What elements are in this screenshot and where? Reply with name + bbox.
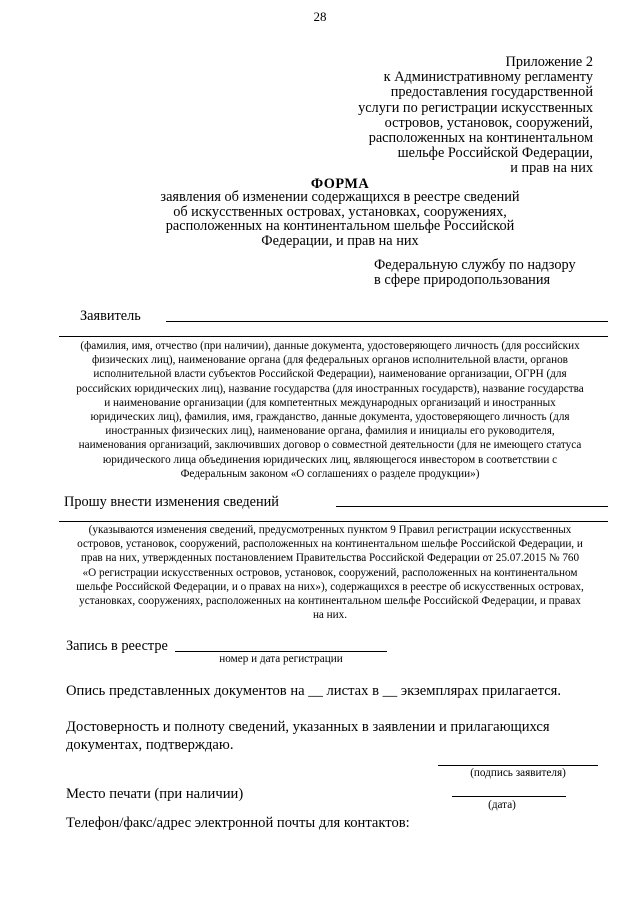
form-title: ФОРМА [310, 176, 370, 192]
appendix-line: предоставления государственной [390, 84, 593, 101]
applicant-note-line: российских юридических лиц), название государства (для иностранных государств), название государства [76, 382, 584, 395]
confirm-line: документах, подтверждаю. [66, 737, 234, 753]
form-subtitle-line: заявления об изменении содержащихся в реестре сведений [160, 189, 520, 205]
inventory-text: Опись представленных документов на __ листах в __ экземплярах прилагается. [66, 683, 562, 699]
addressee [374, 258, 576, 288]
changes-label: Прошу внести изменения сведений [64, 494, 279, 510]
signature-caption: (подпись заявителя) [470, 767, 566, 779]
page-number: 28 [313, 9, 327, 24]
applicant-label: Заявитель [80, 308, 141, 324]
form-subtitle-line: Федерации, и прав на них [261, 232, 419, 249]
changes-note-line: установках, сооружениях, расположенных на континентальном шельфе Российской Федерации, и правах [79, 595, 581, 608]
applicant-note [52, 339, 608, 481]
applicant-note-line: иностранных физических лиц), наименование органа, фамилия и инициалы его руководителя, [105, 425, 555, 438]
applicant-note-line: наименования организаций, заключивших договор о совместной деятельности (для не имеющего статуса [78, 439, 582, 452]
changes-note-line: прав на них, утвержденных постановлением Правительства Российской Федерации от 25.07.2015 № 760 [80, 552, 580, 565]
applicant-note-line: физических лиц), наименование органа (для федеральных органов исполнительной власти, органов [92, 354, 568, 367]
applicant-note-line: юридических лиц), фамилия, имя, гражданство, данные документа, удостоверяющего личность (для [90, 411, 570, 424]
registry-field[interactable] [175, 651, 387, 652]
addressee-line: в сфере природопользования [374, 272, 551, 288]
seal-label: Место печати (при наличии) [66, 786, 244, 802]
confirm-line: Достоверность и полноту сведений, указанных в заявлении и прилагающихся [66, 719, 550, 735]
appendix-line: островов, установок, сооружений, [384, 114, 593, 131]
applicant-field-line-2[interactable] [59, 336, 608, 337]
applicant-note-line: и наименование организации (для компетентных международных организаций и иностранных [104, 396, 556, 409]
appendix-line: услуги по регистрации искусственных [358, 99, 593, 116]
changes-field-line-2[interactable] [59, 521, 608, 522]
changes-note-line: (указываются изменения сведений, предусмотренных пунктом 9 Правил регистрации искусственных [88, 524, 572, 536]
form-subtitle [80, 190, 600, 248]
changes-note [52, 523, 608, 622]
registry-caption: номер и дата регистрации [219, 653, 343, 665]
appendix-line: Приложение 2 [505, 54, 593, 70]
registry-label: Запись в реестре [66, 638, 168, 654]
contacts-label: Телефон/факс/адрес электронной почты для контактов: [66, 815, 410, 831]
appendix-line: и прав на них [510, 160, 593, 177]
changes-field[interactable] [336, 506, 608, 507]
appendix-line: к Административному регламенту [383, 69, 593, 86]
changes-note-line: на них. [312, 609, 348, 622]
applicant-note-line: исполнительной власти субъектов Российской Федерации), наименование организации, ОГРН (для [93, 368, 567, 381]
form-subtitle-line: об искусственных островах, установках, сооружениях, [173, 203, 507, 220]
confirm-text [66, 718, 550, 754]
date-field[interactable] [452, 796, 566, 797]
appendix-line: шельфе Российской Федерации, [397, 145, 593, 162]
changes-note-line: шельфе Российской Федерации, и о правах на них»), содержащихся в реестре об искусственных островах, [76, 580, 584, 593]
changes-note-line: «О регистрации искусственных островов, установок, сооружений, расположенных на континентальном [82, 566, 578, 579]
appendix-line: расположенных на континентальном [368, 130, 593, 147]
addressee-line: Федеральную службу по надзору [374, 257, 576, 273]
signature-field[interactable] [438, 765, 598, 766]
applicant-note-line: Федеральным законом «О соглашениях о разделе продукции») [180, 467, 480, 480]
changes-note-line: островов, установок, сооружений, расположенных на континентальном шельфе Российской Федерации, и [77, 538, 583, 551]
applicant-note-line: юридического лица объединения юридических лиц, являющегося инвестором в соответствии с [102, 453, 558, 466]
date-caption: (дата) [488, 799, 516, 811]
applicant-note-line: (фамилия, имя, отчество (при наличии), данные документа, удостоверяющего личность (для российских [80, 340, 580, 352]
appendix-header [358, 55, 593, 177]
applicant-field[interactable] [166, 321, 608, 322]
form-subtitle-line: расположенных на континентальном шельфе Российской [165, 218, 515, 234]
